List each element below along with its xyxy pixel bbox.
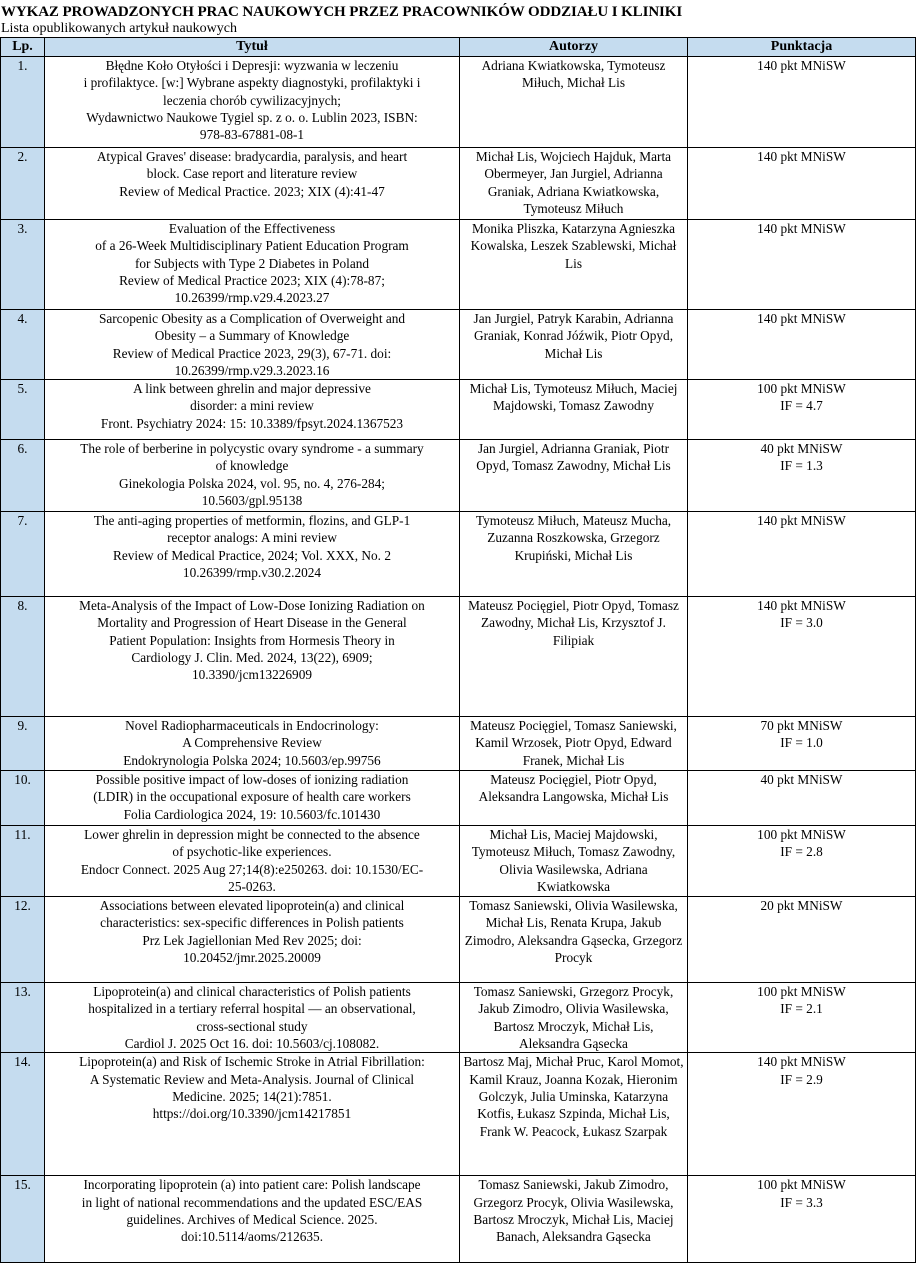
title-line: characteristics: sex-specific differences in Polish patients (100, 915, 404, 931)
score-points: 100 pkt MNiSW (757, 827, 846, 843)
publication-authors: Jan Jurgiel, Patryk Karabin, Adrianna Graniak, Konrad Jóźwik, Piotr Opyd, Michał Lis (460, 310, 688, 380)
title-line: hospitalized in a tertiary referral hospital — an observational, (88, 1001, 416, 1017)
publication-title (45, 897, 460, 983)
table-row (1, 148, 916, 220)
title-line: Wydawnictwo Naukowe Tygiel sp. z o. o. Lublin 2023, ISBN: (86, 109, 418, 125)
impact-factor: IF = 4.7 (780, 398, 823, 414)
row-number: 2. (1, 148, 45, 220)
row-number: 8. (1, 597, 45, 717)
table-body (1, 57, 916, 1263)
impact-factor: IF = 3.0 (780, 615, 823, 631)
publication-score (688, 771, 916, 826)
publication-authors: Mateusz Pocięgiel, Piotr Opyd, Aleksandra Langowska, Michał Lis (460, 771, 688, 826)
table-row (1, 220, 916, 310)
title-line: 10.26399/rmp.v30.2.2024 (182, 565, 322, 581)
publication-title (45, 440, 460, 512)
publication-score (688, 57, 916, 148)
title-line: https://doi.org/10.3390/jcm14217851 (152, 1106, 352, 1122)
title-line: doi:10.5114/aoms/212635. (180, 1229, 324, 1245)
impact-factor: IF = 1.3 (780, 458, 823, 474)
title-line: 10.5603/gpl.95138 (201, 493, 303, 509)
publication-title (45, 717, 460, 771)
title-line: of psychotic-like experiences. (172, 844, 332, 860)
title-line: Front. Psychiatry 2024: 15: 10.3389/fpsyt.2024.1367523 (100, 415, 404, 431)
publication-title (45, 826, 460, 897)
publication-authors: Michał Lis, Maciej Majdowski, Tymoteusz Miłuch, Tomasz Zawodny, Olivia Wasilewska, Adriana Kwiatkowska (460, 826, 688, 897)
row-number: 9. (1, 717, 45, 771)
title-line: Lipoprotein(a) and clinical characteristics of Polish patients (93, 984, 411, 1000)
title-line: Associations between elevated lipoprotein(a) and clinical (99, 898, 405, 914)
table-row (1, 1176, 916, 1263)
title-line: Sarcopenic Obesity as a Complication of Overweight and (98, 311, 406, 326)
row-number: 10. (1, 771, 45, 826)
score-points: 140 pkt MNiSW (757, 311, 846, 326)
publication-authors: Tomasz Saniewski, Jakub Zimodro, Grzegorz Procyk, Olivia Wasilewska, Bartosz Mroczyk, Michał Lis, Maciej Banach, Aleksandra Gąsecka (460, 1176, 688, 1263)
title-line: Prz Lek Jagiellonian Med Rev 2025; doi: (142, 932, 362, 948)
publication-title (45, 771, 460, 826)
publications-table (0, 37, 916, 1263)
title-line: Obesity – a Summary of Knowledge (154, 328, 350, 344)
row-number: 11. (1, 826, 45, 897)
title-line: block. Case report and literature review (146, 166, 358, 182)
publication-authors: Monika Pliszka, Katarzyna Agnieszka Kowalska, Leszek Szablewski, Michał Lis (460, 220, 688, 310)
table-row (1, 310, 916, 380)
table-row (1, 57, 916, 148)
title-line: 10.3390/jcm13226909 (191, 667, 313, 683)
title-line: Ginekologia Polska 2024, vol. 95, no. 4, 276-284; (119, 475, 385, 491)
row-number: 14. (1, 1053, 45, 1176)
score-points: 140 pkt MNiSW (757, 221, 846, 236)
table-row (1, 826, 916, 897)
title-line: Review of Medical Practice. 2023; XIX (4):41-47 (119, 183, 385, 199)
publication-score (688, 1176, 916, 1263)
title-line: Medicine. 2025; 14(21):7851. (172, 1088, 332, 1104)
publication-score (688, 440, 916, 512)
title-line: Review of Medical Practice, 2024; Vol. XXX, No. 2 (113, 547, 391, 563)
title-line: Błędne Koło Otyłości i Depresji: wyzwania w leczeniu (105, 58, 399, 73)
publication-authors: Adriana Kwiatkowska, Tymoteusz Miłuch, Michał Lis (460, 57, 688, 148)
publication-title (45, 57, 460, 148)
header-authors: Autorzy (460, 38, 688, 57)
publication-authors: Tomasz Saniewski, Olivia Wasilewska, Michał Lis, Renata Krupa, Jakub Zimodro, Aleksandra Gąsecka, Grzegorz Procyk (460, 897, 688, 983)
publication-title (45, 310, 460, 380)
title-line: Endocr Connect. 2025 Aug 27;14(8):e250263. doi: 10.1530/EC- (80, 861, 424, 877)
score-points: 140 pkt MNiSW (757, 598, 846, 614)
publication-authors: Mateusz Pocięgiel, Piotr Opyd, Tomasz Zawodny, Michał Lis, Krzysztof J. Filipiak (460, 597, 688, 717)
header-lp: Lp. (1, 38, 45, 57)
table-row (1, 717, 916, 771)
row-number: 13. (1, 983, 45, 1053)
publication-title (45, 380, 460, 440)
publication-authors: Michał Lis, Tymoteusz Miłuch, Maciej Majdowski, Tomasz Zawodny (460, 380, 688, 440)
table-row (1, 512, 916, 597)
table-row (1, 440, 916, 512)
row-number: 15. (1, 1176, 45, 1263)
row-number: 6. (1, 440, 45, 512)
row-number: 4. (1, 310, 45, 380)
title-line: 10.26399/rmp.v29.3.2023.16 (174, 362, 330, 378)
publication-score (688, 826, 916, 897)
row-number: 1. (1, 57, 45, 148)
title-line: Meta-Analysis of the Impact of Low-Dose Ionizing Radiation on (79, 598, 425, 614)
title-line: A link between ghrelin and major depressive (133, 381, 371, 397)
title-line: Endokrynologia Polska 2024; 10.5603/ep.99756 (123, 752, 381, 768)
publication-score (688, 597, 916, 717)
title-line: Review of Medical Practice 2023; XIX (4):78-87; (119, 272, 385, 288)
row-number: 3. (1, 220, 45, 310)
title-line: receptor analogs: A mini review (167, 530, 337, 546)
publication-title (45, 983, 460, 1053)
publication-title (45, 597, 460, 717)
title-line: 978-83-67881-08-1 (199, 127, 305, 143)
title-line: A Systematic Review and Meta-Analysis. Journal of Clinical (89, 1071, 415, 1087)
score-points: 40 pkt MNiSW (760, 441, 843, 457)
score-points: 140 pkt MNiSW (757, 513, 846, 529)
title-line: 10.26399/rmp.v29.4.2023.27 (174, 290, 330, 306)
title-line: for Subjects with Type 2 Diabetes in Poland (134, 255, 370, 271)
publication-title (45, 1176, 460, 1263)
score-points: 100 pkt MNiSW (757, 381, 846, 397)
publication-authors: Bartosz Maj, Michał Pruc, Karol Momot, Kamil Krauz, Joanna Kozak, Hieronim Golczyk, Julia Uminska, Katarzyna Kotfis, Łukasz Szpinda, Michał Lis, Frank W. Peacock, Łukasz Szarpak (460, 1053, 688, 1176)
impact-factor: IF = 2.1 (780, 1001, 823, 1017)
title-line: Atypical Graves' disease: bradycardia, paralysis, and heart (96, 149, 408, 164)
publication-authors: Jan Jurgiel, Adrianna Graniak, Piotr Opyd, Tomasz Zawodny, Michał Lis (460, 440, 688, 512)
document-title: WYKAZ PROWADZONYCH PRAC NAUKOWYCH PRZEZ PRACOWNIKÓW ODDZIAŁU I KLINIKI (1, 4, 683, 20)
title-line: Lipoprotein(a) and Risk of Ischemic Stroke in Atrial Fibrillation: (79, 1054, 425, 1070)
impact-factor: IF = 2.9 (780, 1071, 823, 1087)
title-line: Review of Medical Practice 2023, 29(3), 67-71. doi: (112, 345, 392, 361)
publication-score (688, 310, 916, 380)
publication-score (688, 897, 916, 983)
publication-title (45, 1053, 460, 1176)
title-line: leczenia chorób cywilizacyjnych; (163, 92, 341, 108)
title-line: A Comprehensive Review (182, 735, 322, 751)
title-line: Mortality and Progression of Heart Disease in the General (97, 615, 407, 631)
title-line: Incorporating lipoprotein (a) into patient care: Polish landscape (83, 1177, 421, 1193)
title-line: in light of national recommendations and the updated ESC/EAS (81, 1194, 423, 1210)
header-score: Punktacja (688, 38, 916, 57)
publication-score (688, 380, 916, 440)
score-points: 70 pkt MNiSW (760, 718, 843, 734)
title-line: The anti-aging properties of metformin, flozins, and GLP-1 (93, 513, 411, 529)
impact-factor: IF = 1.0 (780, 735, 823, 751)
title-line: Patient Population: Insights from Hormesis Theory in (109, 632, 395, 648)
row-number: 7. (1, 512, 45, 597)
title-line: Evaluation of the Effectiveness (168, 221, 336, 236)
impact-factor: IF = 3.3 (780, 1194, 823, 1210)
row-number: 12. (1, 897, 45, 983)
publication-authors: Mateusz Pocięgiel, Tomasz Saniewski, Kamil Wrzosek, Piotr Opyd, Edward Franek, Michał Lis (460, 717, 688, 771)
table-header-row (1, 38, 916, 57)
score-points: 140 pkt MNiSW (757, 58, 846, 73)
publication-score (688, 512, 916, 597)
publication-title (45, 512, 460, 597)
publication-title (45, 220, 460, 310)
title-line: i profilaktyce. [w:] Wybrane aspekty diagnostyki, profilaktyki i (83, 75, 421, 91)
title-line: Folia Cardiologica 2024, 19: 10.5603/fc.101430 (123, 806, 381, 822)
title-line: 25-0263. (228, 879, 276, 895)
publication-score (688, 983, 916, 1053)
table-row (1, 771, 916, 826)
title-line: guidelines. Archives of Medical Science. 2025. (126, 1211, 378, 1227)
publication-score (688, 220, 916, 310)
score-points: 140 pkt MNiSW (757, 1054, 846, 1070)
header-title: Tytuł (45, 38, 460, 57)
title-line: The role of berberine in polycystic ovary syndrome - a summary (80, 441, 424, 457)
publication-authors: Tomasz Saniewski, Grzegorz Procyk, Jakub Zimodro, Olivia Wasilewska, Bartosz Mroczyk, Michał Lis, Aleksandra Gąsecka (460, 983, 688, 1053)
title-line: 10.20452/jmr.2025.20009 (183, 950, 321, 966)
row-number: 5. (1, 380, 45, 440)
table-row (1, 983, 916, 1053)
title-line: Cardiol J. 2025 Oct 16. doi: 10.5603/cj.108082. (124, 1036, 380, 1052)
score-points: 100 pkt MNiSW (757, 1177, 846, 1193)
title-line: of knowledge (215, 458, 289, 474)
title-line: cross-sectional study (196, 1018, 308, 1034)
table-row (1, 597, 916, 717)
score-points: 100 pkt MNiSW (757, 984, 846, 1000)
publication-authors: Michał Lis, Wojciech Hajduk, Marta Obermeyer, Jan Jurgiel, Adrianna Graniak, Adriana Kwiatkowska, Tymoteusz Miłuch (460, 148, 688, 220)
title-line: Cardiology J. Clin. Med. 2024, 13(22), 6909; (131, 650, 373, 666)
publication-score (688, 148, 916, 220)
score-points: 40 pkt MNiSW (760, 772, 843, 788)
title-line: Novel Radiopharmaceuticals in Endocrinology: (125, 718, 379, 734)
table-row (1, 380, 916, 440)
title-line: Possible positive impact of low-doses of ionizing radiation (95, 772, 409, 788)
title-line: of a 26-Week Multidisciplinary Patient Education Program (95, 238, 409, 254)
score-points: 20 pkt MNiSW (760, 898, 843, 914)
title-line: disorder: a mini review (190, 398, 314, 414)
publication-score (688, 1053, 916, 1176)
title-line: (LDIR) in the occupational exposure of health care workers (93, 789, 411, 805)
impact-factor: IF = 2.8 (780, 844, 823, 860)
table-row (1, 1053, 916, 1176)
publication-authors: Tymoteusz Miłuch, Mateusz Mucha, Zuzanna Roszkowska, Grzegorz Krupiński, Michał Lis (460, 512, 688, 597)
publication-score (688, 717, 916, 771)
table-row (1, 897, 916, 983)
publication-title (45, 148, 460, 220)
document-subtitle: Lista opublikowanych artykuł naukowych (1, 21, 238, 36)
score-points: 140 pkt MNiSW (757, 149, 846, 164)
title-line: Lower ghrelin in depression might be connected to the absence (84, 827, 420, 843)
